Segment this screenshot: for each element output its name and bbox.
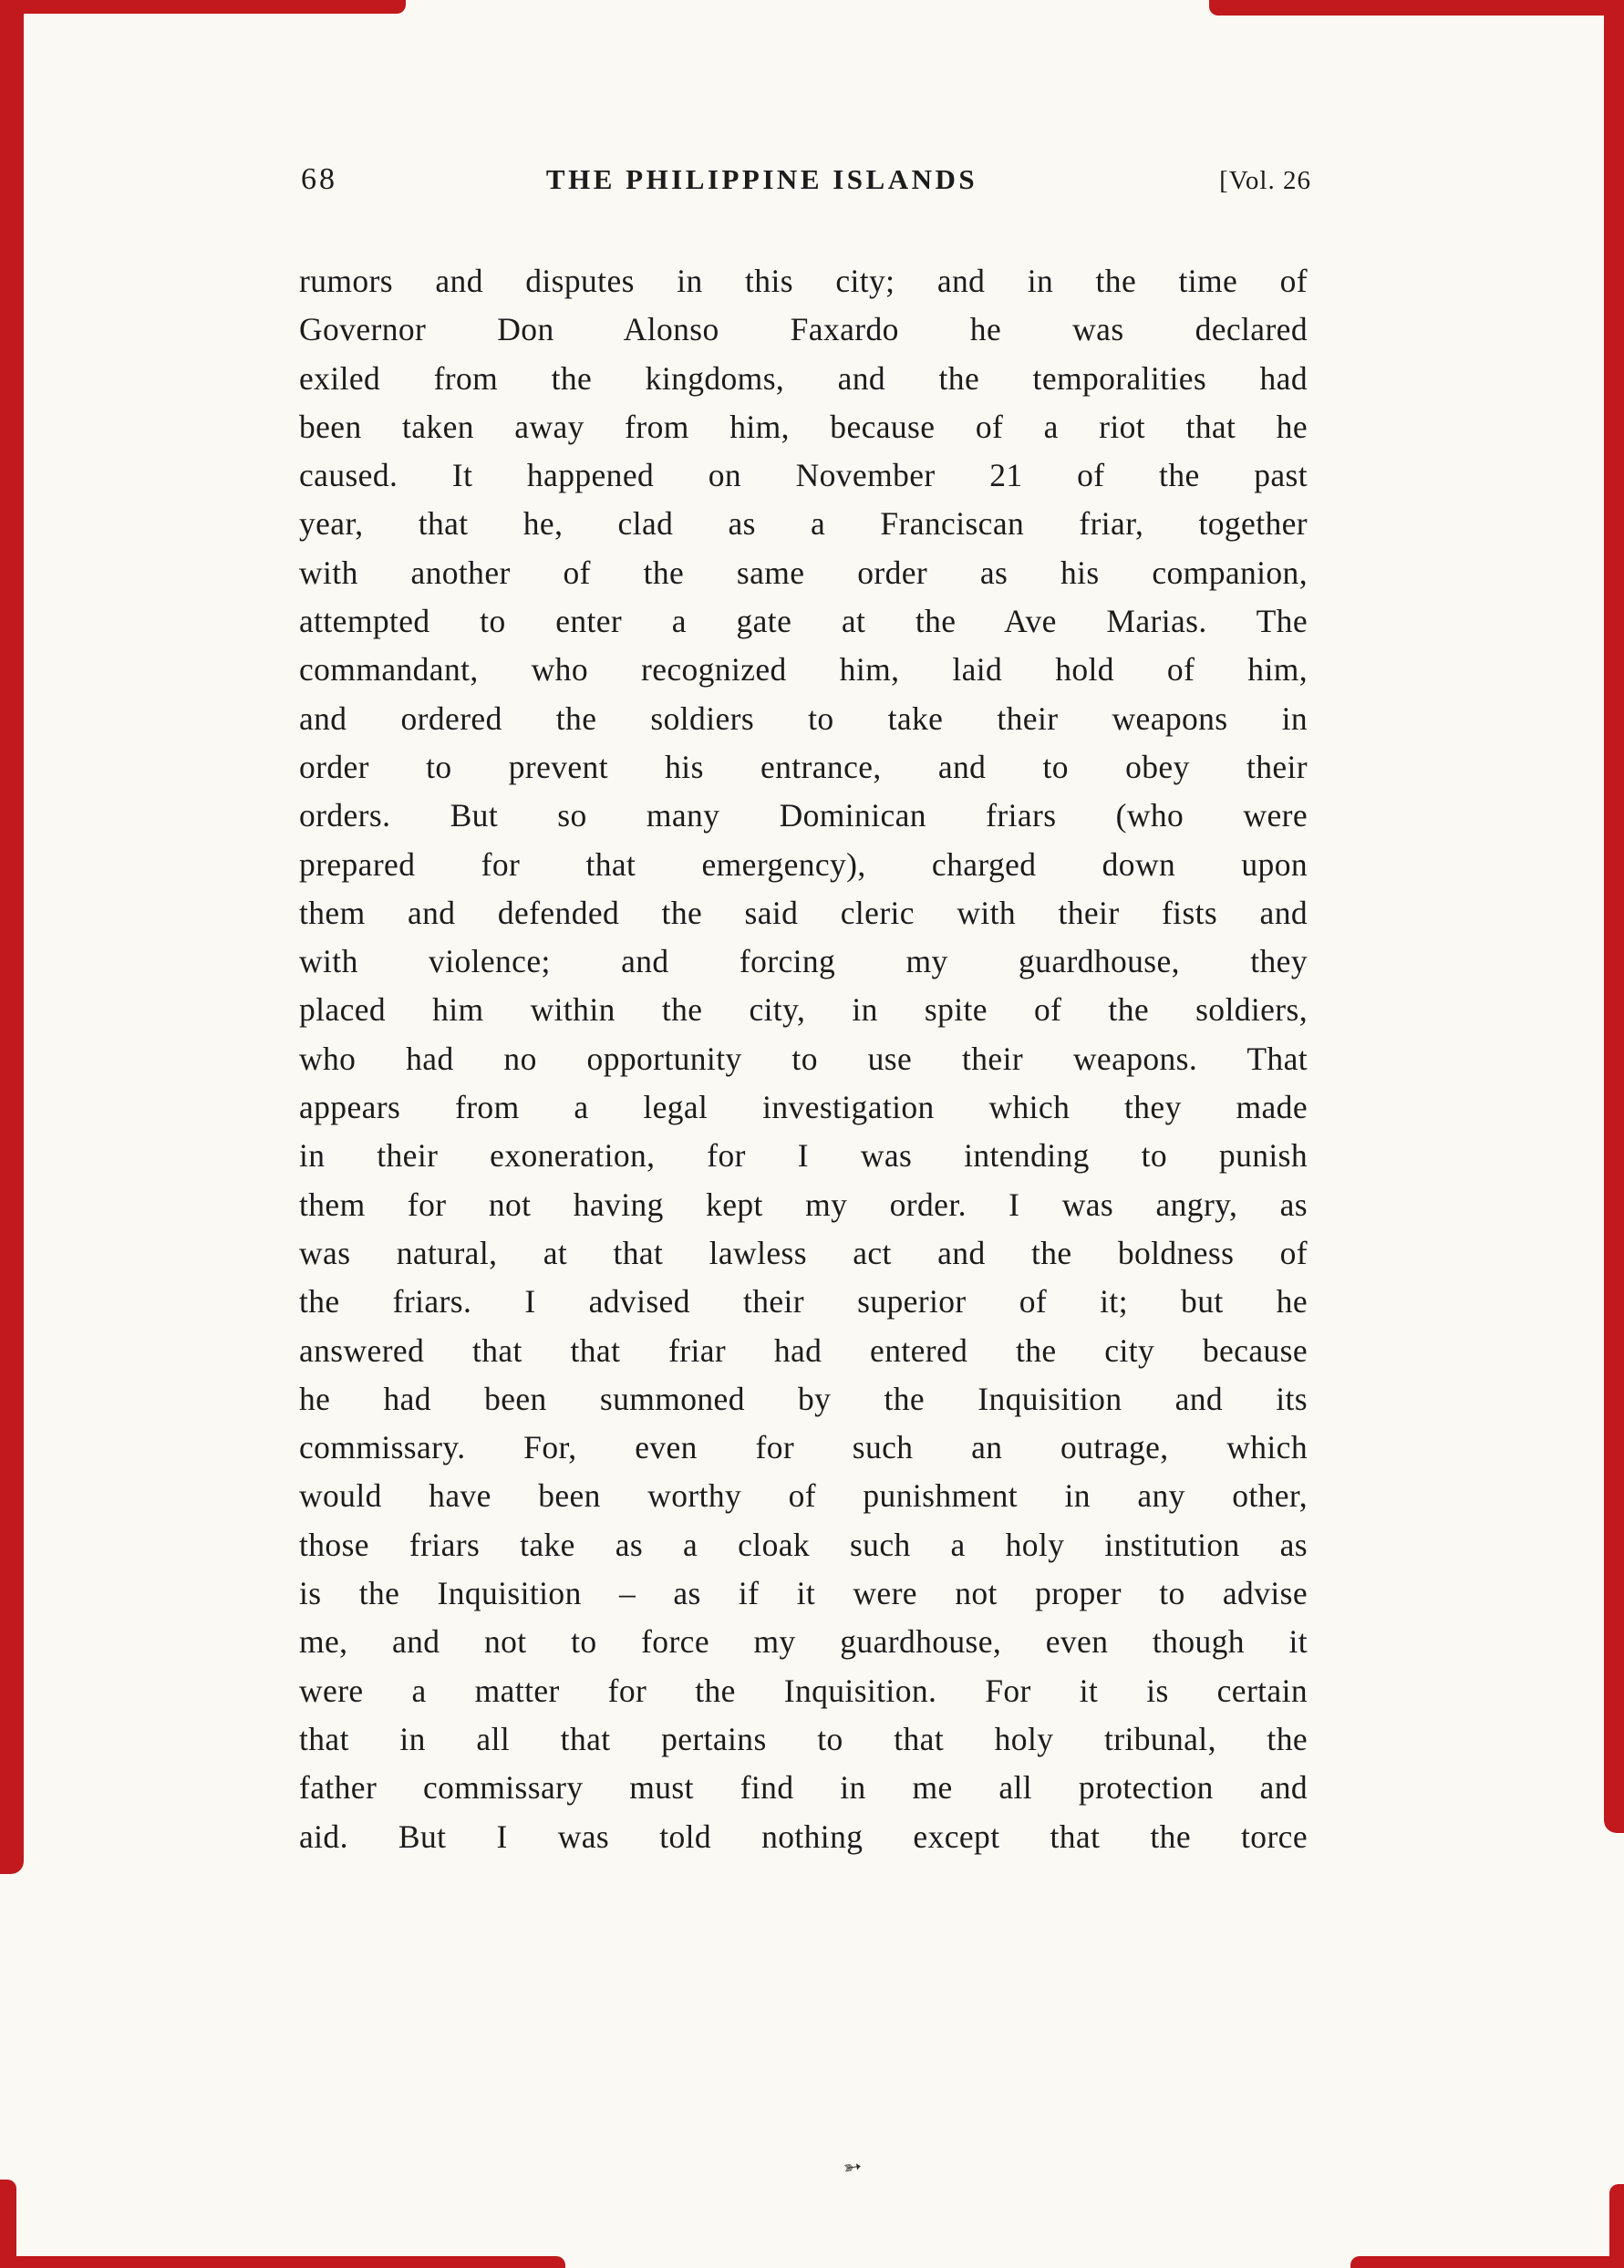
text-line: commandant, who recognized him, laid hold of him, bbox=[299, 651, 1308, 689]
text-line: Governor Don Alonso Faxardo he was declared bbox=[299, 311, 1308, 348]
text-line: aid. But I was told nothing except that the torce bbox=[299, 1818, 1308, 1855]
text-line: order to prevent his entrance, and to obey their bbox=[299, 748, 1308, 785]
text-line: and ordered the soldiers to take their weapons in bbox=[299, 699, 1308, 737]
page-edge-tint-top-left bbox=[0, 0, 406, 14]
text-line: appears from a legal investigation which they made bbox=[299, 1089, 1308, 1126]
text-line: attempted to enter a gate at the Ave Marias. The bbox=[299, 603, 1308, 640]
running-head-title: THE PHILIPPINE ISLANDS bbox=[545, 163, 978, 195]
text-line: year, that he, clad as a Franciscan friar, together bbox=[299, 505, 1308, 543]
text-line: was natural, at that lawless act and the boldness of bbox=[299, 1234, 1308, 1271]
text-line: would have been worthy of punishment in any other, bbox=[299, 1477, 1308, 1515]
text-line: those friars take as a cloak such a holy institution as bbox=[299, 1526, 1308, 1563]
text-line: he had been summoned by the Inquisition and its bbox=[299, 1380, 1308, 1417]
text-line: me, and not to force my guardhouse, even though it bbox=[299, 1623, 1308, 1661]
text-line: them and defended the said cleric with their fists and bbox=[299, 894, 1308, 931]
text-line: answered that that friar had entered the city because bbox=[299, 1331, 1308, 1369]
text-line: in their exoneration, for I was intending to punish bbox=[299, 1137, 1308, 1175]
text-line: placed him within the city, in spite of the soldiers, bbox=[299, 991, 1308, 1029]
text-line: exiled from the kingdoms, and the temporalities had bbox=[299, 359, 1308, 397]
text-line: been taken away from him, because of a riot that he bbox=[299, 408, 1308, 445]
text-line: father commissary must find in me all protection and bbox=[299, 1769, 1308, 1807]
text-line: orders. But so many Dominican friars (who were bbox=[299, 797, 1308, 834]
page-edge-tint-left bbox=[0, 0, 24, 1874]
page-edge-tint-bottom-left bbox=[0, 2256, 565, 2268]
text-line: them for not having kept my order. I was angry, as bbox=[299, 1186, 1308, 1223]
text-line: commissary. For, even for such an outrage, which bbox=[299, 1429, 1308, 1466]
volume-label: [Vol. 26 bbox=[1219, 166, 1311, 195]
text-line: caused. It happened on November 21 of the past bbox=[299, 457, 1308, 494]
body-text bbox=[299, 257, 1308, 1861]
page-number: 68 bbox=[301, 162, 337, 196]
text-line: is the Inquisition – as if it were not proper to advise bbox=[299, 1575, 1308, 1612]
text-line: who had no opportunity to use their weapons. That bbox=[299, 1040, 1308, 1077]
text-line: with another of the same order as his companion, bbox=[299, 554, 1308, 591]
page-edge-tint-top-right bbox=[1209, 0, 1624, 16]
page-edge-tint-right bbox=[1604, 0, 1624, 1833]
running-head bbox=[301, 162, 1311, 197]
printers-mark: ➳ bbox=[842, 2154, 864, 2181]
text-line: prepared for that emergency), charged down upon bbox=[299, 845, 1308, 883]
text-line: rumors and disputes in this city; and in the time of bbox=[299, 263, 1308, 299]
page-edge-tint-left-lower bbox=[0, 2180, 16, 2268]
page-edge-tint-bottom-right bbox=[1350, 2256, 1624, 2268]
text-line: were a matter for the Inquisition. For it is certain bbox=[299, 1672, 1308, 1709]
text-line: that in all that pertains to that holy tribunal, the bbox=[299, 1720, 1308, 1757]
text-line: with violence; and forcing my guardhouse, they bbox=[299, 943, 1308, 980]
text-line: the friars. I advised their superior of it; but he bbox=[299, 1283, 1308, 1320]
